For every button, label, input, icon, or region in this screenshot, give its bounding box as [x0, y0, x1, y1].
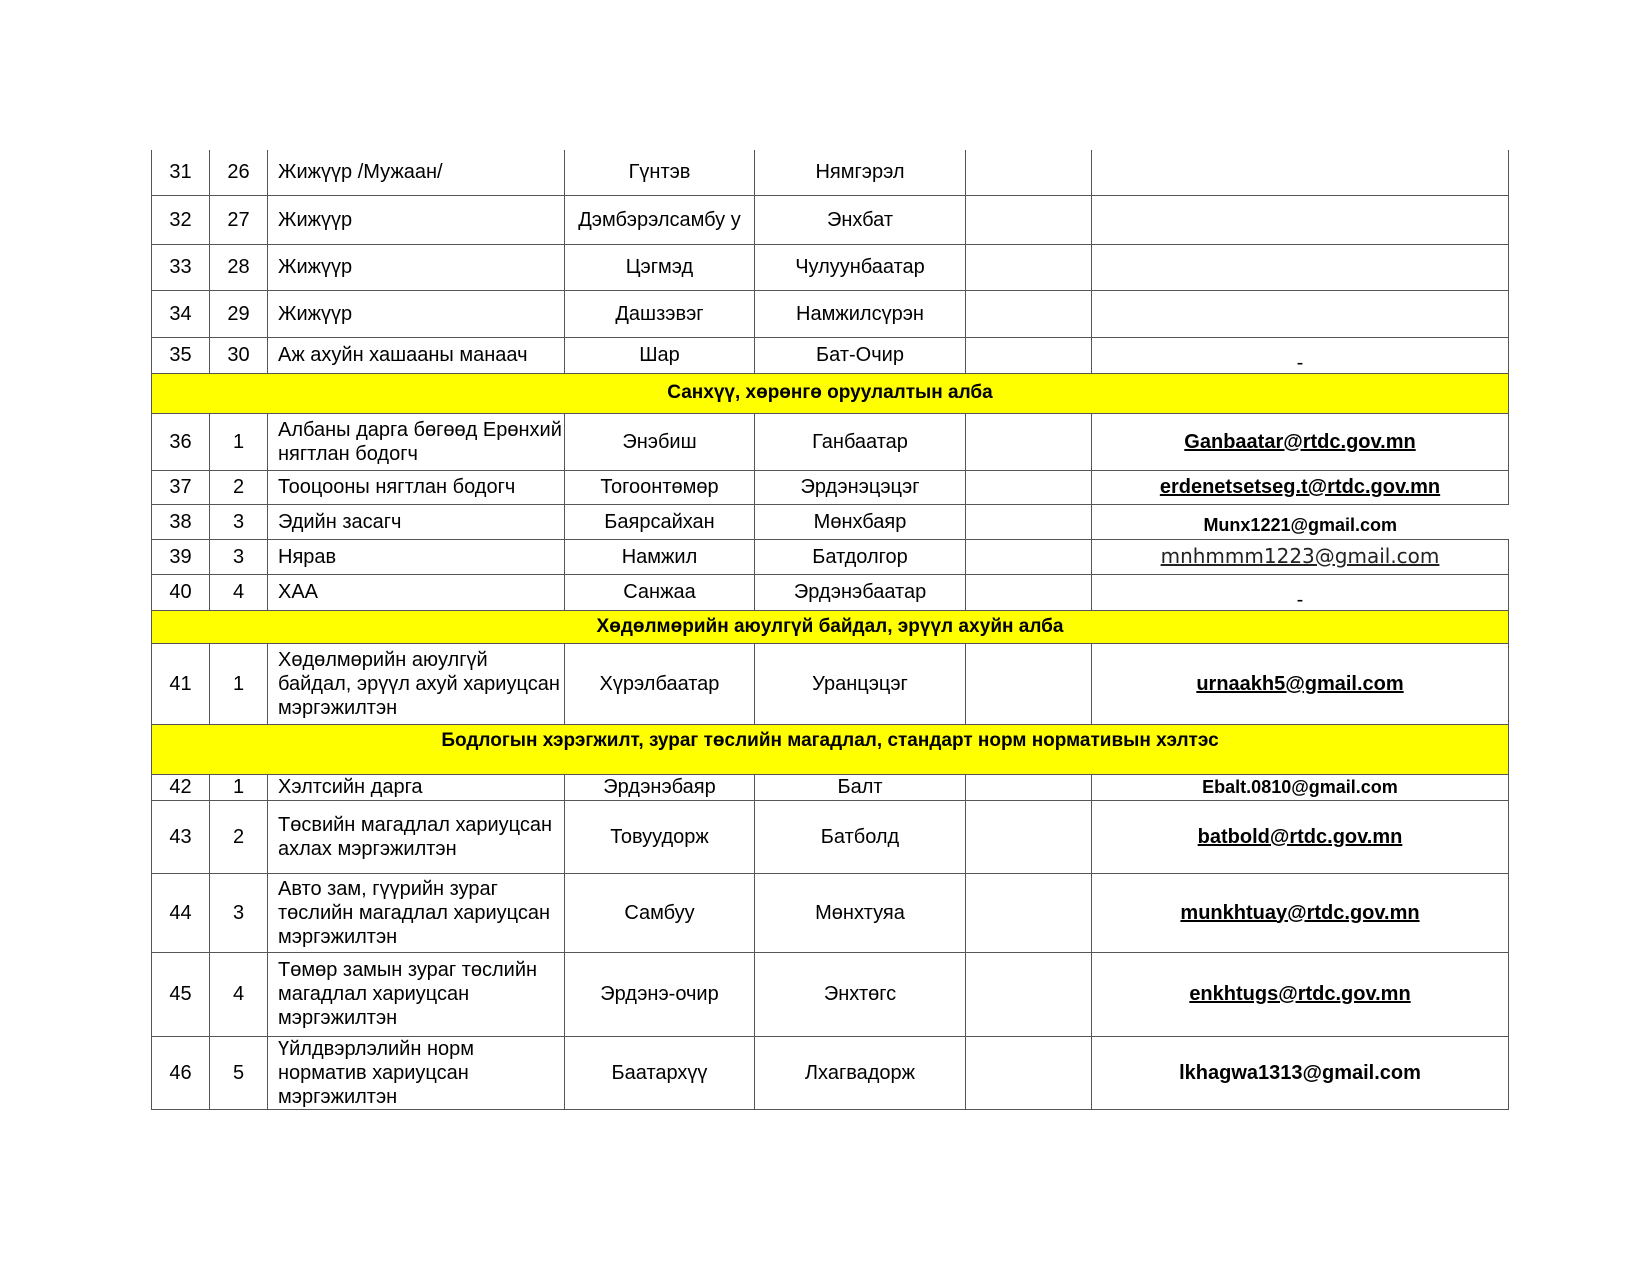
phone-cell — [966, 337, 1092, 373]
row-subnumber: 1 — [210, 774, 268, 800]
phone-cell — [966, 952, 1092, 1036]
section-header — [152, 373, 1509, 413]
surname-cell: Гүнтэв — [565, 150, 755, 195]
phone-cell — [966, 574, 1092, 610]
name-cell: Балт — [755, 774, 966, 800]
row-number: 45 — [152, 952, 210, 1036]
surname-cell: Шар — [565, 337, 755, 373]
surname-cell: Баярсайхан — [565, 504, 755, 539]
surname-cell: Энэбиш — [565, 413, 755, 470]
name-cell: Мөнхбаяр — [755, 504, 966, 539]
email-cell — [1092, 504, 1509, 539]
email-text: lkhagwa1313@gmail.com — [1179, 1061, 1421, 1084]
name-cell: Уранцэцэг — [755, 643, 966, 724]
table-row — [152, 195, 1509, 244]
row-subnumber: 3 — [210, 504, 268, 539]
email-cell — [1092, 539, 1509, 574]
row-number: 42 — [152, 774, 210, 800]
email-placeholder: - — [1296, 589, 1304, 610]
phone-cell — [966, 1036, 1092, 1109]
row-subnumber: 3 — [210, 539, 268, 574]
email-link[interactable]: enkhtugs@rtdc.gov.mn — [1189, 983, 1411, 1005]
surname-cell: Намжил — [565, 539, 755, 574]
position-cell: Авто зам, гүүрийн зураг төслийн магадлал хариуцсан мэргэжилтэн — [268, 873, 565, 952]
table-row — [152, 643, 1509, 724]
name-cell: Энхтөгс — [755, 952, 966, 1036]
name-cell: Ганбаатар — [755, 413, 966, 470]
row-number: 44 — [152, 873, 210, 952]
email-cell — [1092, 643, 1509, 724]
row-number: 35 — [152, 337, 210, 373]
table-row — [152, 150, 1509, 195]
position-cell: Жижүүр — [268, 195, 565, 244]
name-cell: Мөнхтуяа — [755, 873, 966, 952]
row-subnumber: 1 — [210, 643, 268, 724]
phone-cell — [966, 195, 1092, 244]
surname-cell: Цэгмэд — [565, 244, 755, 290]
email-cell — [1092, 1036, 1509, 1109]
row-number: 38 — [152, 504, 210, 539]
position-cell: Төсвийн магадлал хариуцсан ахлах мэргэжилтэн — [268, 800, 565, 873]
row-number: 33 — [152, 244, 210, 290]
table-row — [152, 337, 1509, 373]
row-subnumber: 30 — [210, 337, 268, 373]
row-subnumber: 28 — [210, 244, 268, 290]
table-row — [152, 470, 1509, 504]
email-cell — [1092, 244, 1509, 290]
table-row — [152, 504, 1509, 539]
name-cell: Намжилсүрэн — [755, 290, 966, 337]
row-subnumber: 29 — [210, 290, 268, 337]
name-cell: Эрдэнэбаатар — [755, 574, 966, 610]
section-title-safety: Хөдөлмөрийн аюулгүй байдал, эрүүл ахуйн алба — [152, 610, 1509, 643]
position-cell: Аж ахуйн хашааны манаач — [268, 337, 565, 373]
surname-cell: Эрдэнэбаяр — [565, 774, 755, 800]
name-cell: Чулуунбаатар — [755, 244, 966, 290]
surname-cell: Дашзэвэг — [565, 290, 755, 337]
row-number: 43 — [152, 800, 210, 873]
row-subnumber: 2 — [210, 800, 268, 873]
position-cell: Албаны дарга бөгөөд Ерөнхий нягтлан бодогч — [268, 413, 565, 470]
position-cell: Жижүүр /Мужаан/ — [268, 150, 565, 195]
phone-cell — [966, 539, 1092, 574]
row-subnumber: 3 — [210, 873, 268, 952]
row-number: 32 — [152, 195, 210, 244]
position-cell: Нярав — [268, 539, 565, 574]
row-number: 37 — [152, 470, 210, 504]
email-link[interactable]: batbold@rtdc.gov.mn — [1197, 825, 1403, 848]
position-cell: Хэлтсийн дарга — [268, 774, 565, 800]
row-subnumber: 5 — [210, 1036, 268, 1109]
row-number: 31 — [152, 150, 210, 195]
email-cell — [1092, 470, 1509, 504]
staff-directory-page — [151, 150, 1508, 1110]
email-cell — [1092, 337, 1509, 373]
section-title-finance: Санхүү, хөрөнгө оруулалтын алба — [152, 373, 1509, 413]
name-cell: Бат-Очир — [755, 337, 966, 373]
position-cell: Жижүүр — [268, 290, 565, 337]
surname-cell: Хүрэлбаатар — [565, 643, 755, 724]
email-cell — [1092, 150, 1509, 195]
table-row — [152, 539, 1509, 574]
row-number: 39 — [152, 539, 210, 574]
name-cell: Энхбат — [755, 195, 966, 244]
row-number: 46 — [152, 1036, 210, 1109]
phone-cell — [966, 470, 1092, 504]
section-title-policy: Бодлогын хэрэгжилт, зураг төслийн магадлал, стандарт норм нормативын хэлтэс — [152, 724, 1509, 774]
table-row — [152, 290, 1509, 337]
position-cell: Хөдөлмөрийн аюулгүй байдал, эрүүл ахуй хариуцсан мэргэжилтэн — [268, 643, 565, 724]
surname-cell: Баатархүү — [565, 1036, 755, 1109]
email-link[interactable]: urnaakh5@gmail.com — [1196, 672, 1404, 695]
email-cell — [1092, 873, 1509, 952]
section-header — [152, 724, 1509, 774]
table-row — [152, 873, 1509, 952]
position-cell: Тооцооны нягтлан бодогч — [268, 470, 565, 504]
name-cell: Нямгэрэл — [755, 150, 966, 195]
table-row — [152, 244, 1509, 290]
row-number: 36 — [152, 413, 210, 470]
email-link[interactable]: mnhmmm1223@gmail.com — [1160, 544, 1440, 568]
row-subnumber: 27 — [210, 195, 268, 244]
surname-cell: Санжаа — [565, 574, 755, 610]
phone-cell — [966, 504, 1092, 539]
row-subnumber: 4 — [210, 574, 268, 610]
email-cell — [1092, 800, 1509, 873]
row-subnumber: 1 — [210, 413, 268, 470]
name-cell: Лхагвадорж — [755, 1036, 966, 1109]
email-cell — [1092, 195, 1509, 244]
table-row — [152, 774, 1509, 800]
staff-table — [151, 150, 1509, 1110]
email-link[interactable]: erdenetsetseg.t@rtdc.gov.mn — [1159, 476, 1441, 498]
surname-cell: Тогоонтөмөр — [565, 470, 755, 504]
row-number: 34 — [152, 290, 210, 337]
row-subnumber: 26 — [210, 150, 268, 195]
table-row — [152, 1036, 1509, 1109]
name-cell: Батдолгор — [755, 539, 966, 574]
surname-cell: Дэмбэрэлсамбу у — [565, 195, 755, 244]
name-cell: Эрдэнэцэцэг — [755, 470, 966, 504]
email-cell — [1092, 774, 1509, 800]
table-row — [152, 952, 1509, 1036]
phone-cell — [966, 800, 1092, 873]
surname-cell: Товуудорж — [565, 800, 755, 873]
email-text: Ebalt.0810@gmail.com — [1202, 777, 1398, 797]
name-cell: Батболд — [755, 800, 966, 873]
phone-cell — [966, 244, 1092, 290]
position-cell: Төмөр замын зураг төслийн магадлал хариуцсан мэргэжилтэн — [268, 952, 565, 1036]
email-link[interactable]: munkhtuay@rtdc.gov.mn — [1180, 901, 1420, 924]
phone-cell — [966, 643, 1092, 724]
row-number: 41 — [152, 643, 210, 724]
section-header — [152, 610, 1509, 643]
phone-cell — [966, 873, 1092, 952]
position-cell: Жижүүр — [268, 244, 565, 290]
email-cell — [1092, 290, 1509, 337]
row-number: 40 — [152, 574, 210, 610]
email-placeholder: - — [1296, 352, 1304, 373]
table-row — [152, 413, 1509, 470]
position-cell: ХАА — [268, 574, 565, 610]
row-subnumber: 2 — [210, 470, 268, 504]
email-cell — [1092, 413, 1509, 470]
table-row — [152, 574, 1509, 610]
surname-cell: Эрдэнэ-очир — [565, 952, 755, 1036]
phone-cell — [966, 413, 1092, 470]
table-row — [152, 800, 1509, 873]
phone-cell — [966, 290, 1092, 337]
phone-cell — [966, 774, 1092, 800]
position-cell: Эдийн засагч — [268, 504, 565, 539]
email-cell — [1092, 574, 1509, 610]
email-link[interactable]: Ganbaatar@rtdc.gov.mn — [1184, 430, 1416, 453]
email-cell — [1092, 952, 1509, 1036]
phone-cell — [966, 150, 1092, 195]
email-text: Munx1221@gmail.com — [1203, 514, 1398, 535]
row-subnumber: 4 — [210, 952, 268, 1036]
position-cell: Үйлдвэрлэлийн норм норматив хариуцсан мэргэжилтэн — [268, 1036, 565, 1109]
surname-cell: Самбуу — [565, 873, 755, 952]
